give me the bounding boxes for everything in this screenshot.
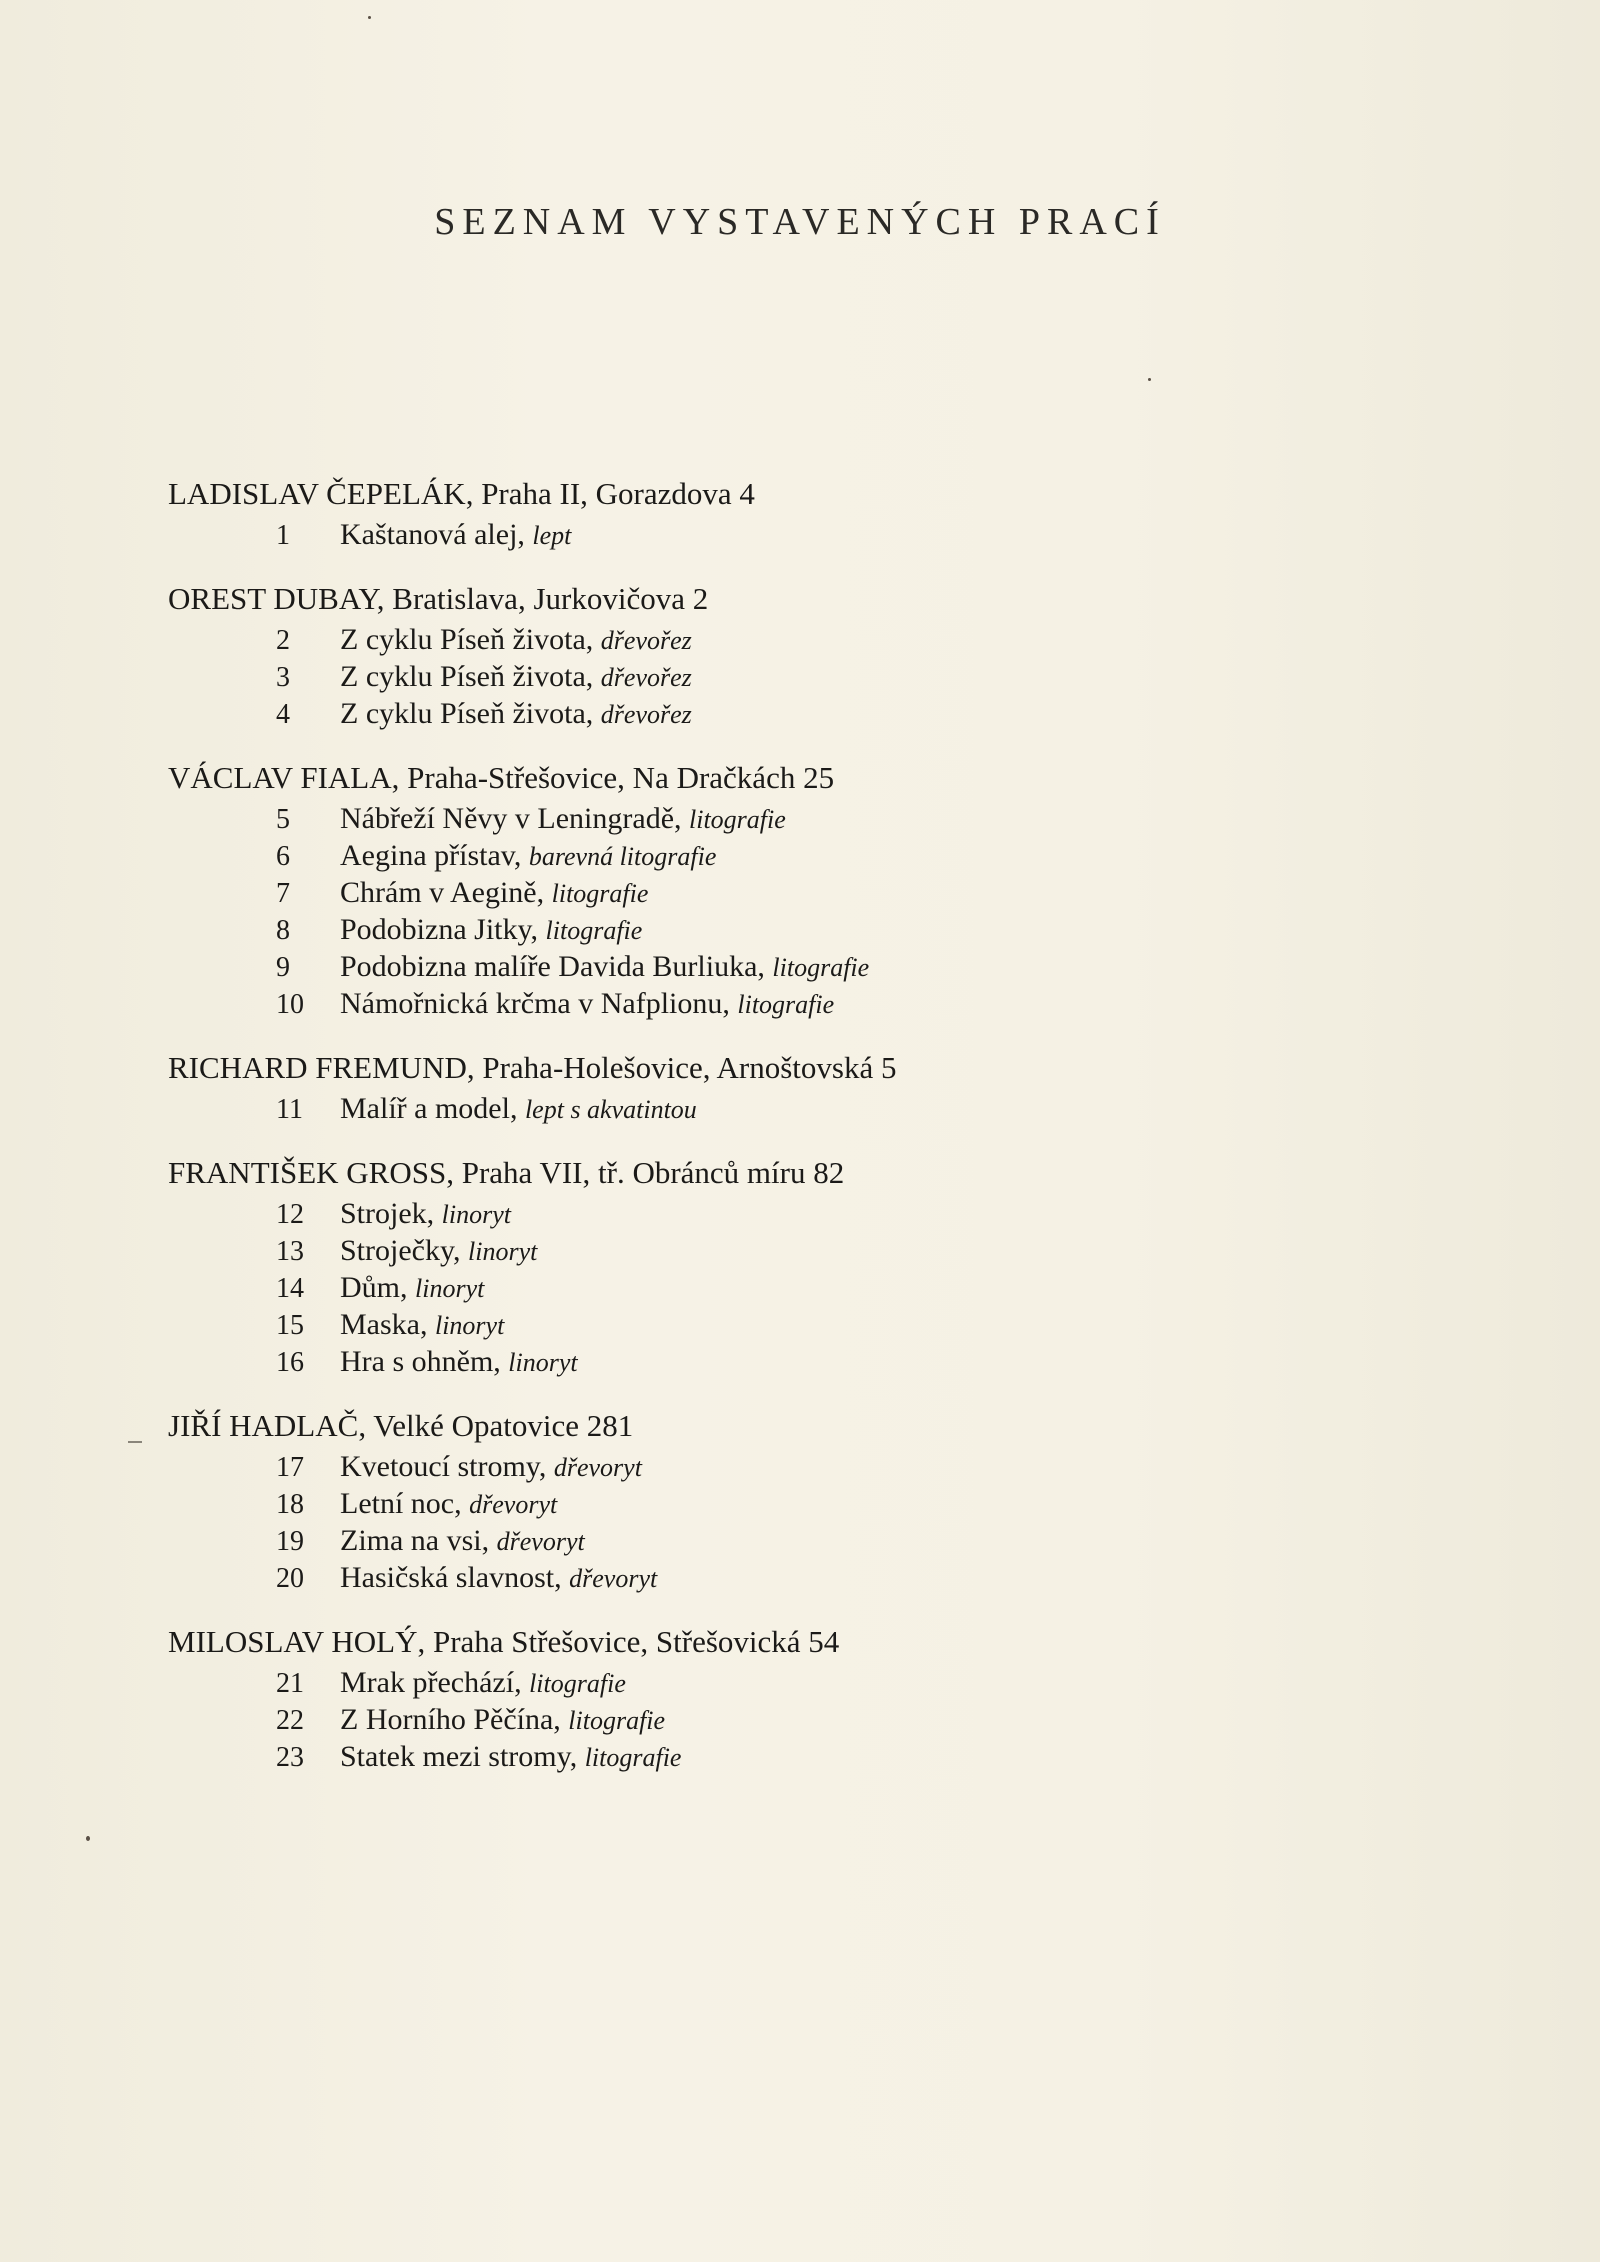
work-number-text: 5 [276, 804, 290, 835]
work-separator: , [453, 1234, 469, 1267]
work-technique: linoryt [434, 1311, 505, 1340]
artist-separator: , [391, 760, 408, 795]
work-number-text: 23 [276, 1742, 304, 1773]
work-number [168, 1560, 340, 1597]
artist-name: JIŘÍ HADLAČ [168, 1408, 359, 1443]
works-list [168, 621, 1268, 732]
work-title: Maska [340, 1308, 420, 1341]
work-number [168, 696, 340, 733]
work-title: Z cyklu Píseň života [340, 697, 586, 730]
work-item [168, 1195, 1268, 1232]
work-title: Aegina přístav [340, 839, 514, 872]
work-technique: litografie [737, 990, 835, 1019]
work-number [168, 912, 340, 949]
work-number [168, 1449, 340, 1486]
artist-entry [168, 1046, 1268, 1127]
work-number-text: 13 [276, 1236, 304, 1267]
work-item [168, 1559, 1268, 1596]
work-technique: litografie [545, 916, 643, 945]
work-number-text: 8 [276, 915, 290, 946]
work-item [168, 948, 1268, 985]
work-title: Strojek [340, 1197, 427, 1230]
work-title: Chrám v Aegině [340, 876, 537, 909]
work-title: Kaštanová alej [340, 518, 518, 551]
artist-separator: , [376, 581, 393, 616]
work-item [168, 695, 1268, 732]
work-technique: linoryt [441, 1200, 512, 1229]
work-separator: , [585, 697, 601, 730]
work-technique: litografie [551, 879, 649, 908]
work-separator: , [514, 1666, 530, 1699]
work-separator: , [569, 1740, 585, 1773]
page-speck [86, 1836, 90, 1841]
work-number [168, 1307, 340, 1344]
work-item [168, 1485, 1268, 1522]
work-technique: barevná litografie [528, 842, 717, 871]
work-separator: , [426, 1197, 442, 1230]
work-item [168, 1701, 1268, 1738]
artist-name: VÁCLAV FIALA [168, 760, 392, 795]
work-number [168, 801, 340, 838]
work-technique: dřevoryt [469, 1490, 558, 1519]
work-number-text: 1 [276, 520, 290, 551]
work-item [168, 621, 1268, 658]
work-technique: dřevořez [600, 663, 692, 692]
work-separator: , [530, 913, 546, 946]
work-number-text: 3 [276, 662, 290, 693]
works-list [168, 1195, 1268, 1380]
work-number [168, 1702, 340, 1739]
page-speck [368, 16, 371, 19]
page-speck [1148, 378, 1151, 381]
work-number-text: 22 [276, 1705, 304, 1736]
work-title: Letní noc [340, 1487, 455, 1520]
work-technique: linoryt [415, 1274, 485, 1303]
artist-entry [168, 1404, 1268, 1596]
work-title: Z cyklu Píseň života [340, 623, 586, 656]
artist-address: Praha VII, tř. Obránců míru 82 [461, 1155, 845, 1190]
work-separator: , [722, 987, 738, 1020]
work-technique: dřevoryt [496, 1527, 585, 1556]
work-number [168, 1739, 340, 1776]
artist-entry [168, 472, 1268, 553]
work-number [168, 838, 340, 875]
artist-name: LADISLAV ČEPELÁK [168, 476, 466, 511]
work-item [168, 658, 1268, 695]
artist-name: OREST DUBAY [168, 581, 377, 616]
work-number [168, 1523, 340, 1560]
work-number-text: 19 [276, 1526, 304, 1557]
work-technique: dřevořez [600, 700, 692, 729]
artist-header [168, 472, 1268, 516]
work-number-text: 11 [276, 1094, 303, 1125]
work-title: Mrak přechází [340, 1666, 515, 1699]
work-item [168, 1448, 1268, 1485]
work-item [168, 1664, 1268, 1701]
work-number [168, 1196, 340, 1233]
work-technique: dřevořez [600, 626, 692, 655]
work-number [168, 949, 340, 986]
work-number [168, 1233, 340, 1270]
artist-header [168, 1151, 1268, 1195]
work-title: Statek mezi stromy [340, 1740, 570, 1773]
work-number [168, 1091, 340, 1128]
work-item [168, 1232, 1268, 1269]
artist-address: Praha-Holešovice, Arnoštovská 5 [482, 1050, 897, 1085]
work-separator: , [481, 1524, 497, 1557]
work-separator: , [400, 1271, 415, 1304]
work-title: Kvetoucí stromy [340, 1450, 539, 1483]
work-number-text: 17 [276, 1452, 304, 1483]
artist-entry [168, 1151, 1268, 1380]
artist-entry [168, 577, 1268, 732]
work-title: Zima na vsi [340, 1524, 482, 1557]
work-technique: linoryt [468, 1237, 538, 1266]
margin-mark [128, 1441, 142, 1443]
work-technique: litografie [584, 1743, 682, 1772]
work-technique: dřevoryt [569, 1564, 658, 1593]
work-item [168, 1306, 1268, 1343]
work-number-text: 15 [276, 1310, 304, 1341]
work-title: Hasičská slavnost [340, 1561, 555, 1594]
work-title: Z cyklu Píseň života [340, 660, 586, 693]
work-number-text: 18 [276, 1489, 304, 1520]
work-item [168, 1738, 1268, 1775]
artist-address: Bratislava, Jurkovičova 2 [392, 581, 709, 616]
work-title: Malíř a model [340, 1092, 510, 1125]
work-title: Nábřeží Něvy v Leningradě [340, 802, 675, 835]
artist-entry [168, 1620, 1268, 1775]
work-separator: , [509, 1092, 525, 1125]
artist-header [168, 1404, 1268, 1448]
artist-separator: , [358, 1408, 374, 1443]
work-item [168, 1522, 1268, 1559]
work-separator: , [419, 1308, 435, 1341]
work-separator: , [493, 1345, 509, 1378]
work-separator: , [757, 950, 773, 983]
works-list [168, 800, 1268, 1022]
work-item [168, 800, 1268, 837]
work-number [168, 659, 340, 696]
work-technique: litografie [568, 1706, 666, 1735]
work-item [168, 911, 1268, 948]
artist-header [168, 1046, 1268, 1090]
work-technique: litografie [689, 805, 786, 834]
work-separator: , [454, 1487, 470, 1520]
work-number-text: 10 [276, 989, 304, 1020]
artist-entry [168, 756, 1268, 1022]
artist-name: RICHARD FREMUND [168, 1050, 467, 1085]
works-list [168, 1448, 1268, 1596]
work-number-text: 7 [276, 878, 290, 909]
work-separator: , [674, 802, 690, 835]
work-item [168, 985, 1268, 1022]
work-item [168, 837, 1268, 874]
work-number-text: 14 [276, 1273, 304, 1304]
artist-header [168, 1620, 1268, 1664]
work-technique: lept [532, 521, 572, 550]
work-number [168, 622, 340, 659]
work-separator: , [538, 1450, 554, 1483]
work-number [168, 1665, 340, 1702]
work-number-text: 12 [276, 1199, 304, 1230]
work-separator: , [585, 660, 601, 693]
page-title: SEZNAM VYSTAVENÝCH PRACÍ [434, 201, 1166, 243]
artist-separator: , [417, 1624, 433, 1659]
work-title: Námořnická krčma v Nafplionu [340, 987, 723, 1020]
work-title: Dům [340, 1271, 400, 1304]
work-separator: , [585, 623, 601, 656]
work-title: Hra s ohněm [340, 1345, 494, 1378]
work-separator: , [517, 518, 533, 551]
work-number [168, 1344, 340, 1381]
work-number-text: 21 [276, 1668, 304, 1699]
work-title: Stroječky [340, 1234, 454, 1267]
artist-name: MILOSLAV HOLÝ [168, 1624, 418, 1659]
work-technique: dřevoryt [553, 1453, 642, 1482]
artist-address: Velké Opatovice 281 [373, 1408, 634, 1443]
work-technique: litografie [529, 1669, 626, 1698]
artist-address: Praha II, Gorazdova 4 [481, 476, 755, 511]
artist-separator: , [466, 1050, 483, 1085]
artist-separator: , [465, 476, 482, 511]
artist-name: FRANTIŠEK GROSS [168, 1155, 447, 1190]
works-list [168, 1664, 1268, 1775]
work-technique: linoryt [508, 1348, 578, 1377]
artist-separator: , [446, 1155, 462, 1190]
artist-header [168, 756, 1268, 800]
work-title: Podobizna Jitky [340, 913, 531, 946]
work-separator: , [554, 1561, 570, 1594]
work-number-text: 20 [276, 1563, 304, 1594]
work-item [168, 1343, 1268, 1380]
work-technique: litografie [772, 953, 870, 982]
work-number [168, 875, 340, 912]
work-item [168, 1090, 1268, 1127]
artist-header [168, 577, 1268, 621]
work-number [168, 986, 340, 1023]
work-number [168, 1486, 340, 1523]
exhibited-works-list [168, 472, 1268, 1775]
works-list [168, 516, 1268, 553]
work-number [168, 1270, 340, 1307]
work-technique: lept s akvatintou [524, 1095, 697, 1124]
work-separator: , [553, 1703, 569, 1736]
work-number-text: 16 [276, 1347, 304, 1378]
work-title: Z Horního Pěčína [340, 1703, 554, 1736]
artist-address: Praha Střešovice, Střešovická 54 [432, 1624, 840, 1659]
artist-address: Praha-Střešovice, Na Dračkách 25 [407, 760, 835, 795]
work-number-text: 9 [276, 952, 290, 983]
work-number-text: 2 [276, 625, 290, 656]
work-number-text: 4 [276, 699, 290, 730]
work-number-text: 6 [276, 841, 290, 872]
work-item [168, 1269, 1268, 1306]
work-title: Podobizna malíře Davida Burliuka [340, 950, 758, 983]
works-list [168, 1090, 1268, 1127]
work-item [168, 516, 1268, 553]
work-separator: , [513, 839, 529, 872]
work-number [168, 517, 340, 554]
work-separator: , [536, 876, 552, 909]
work-item [168, 874, 1268, 911]
